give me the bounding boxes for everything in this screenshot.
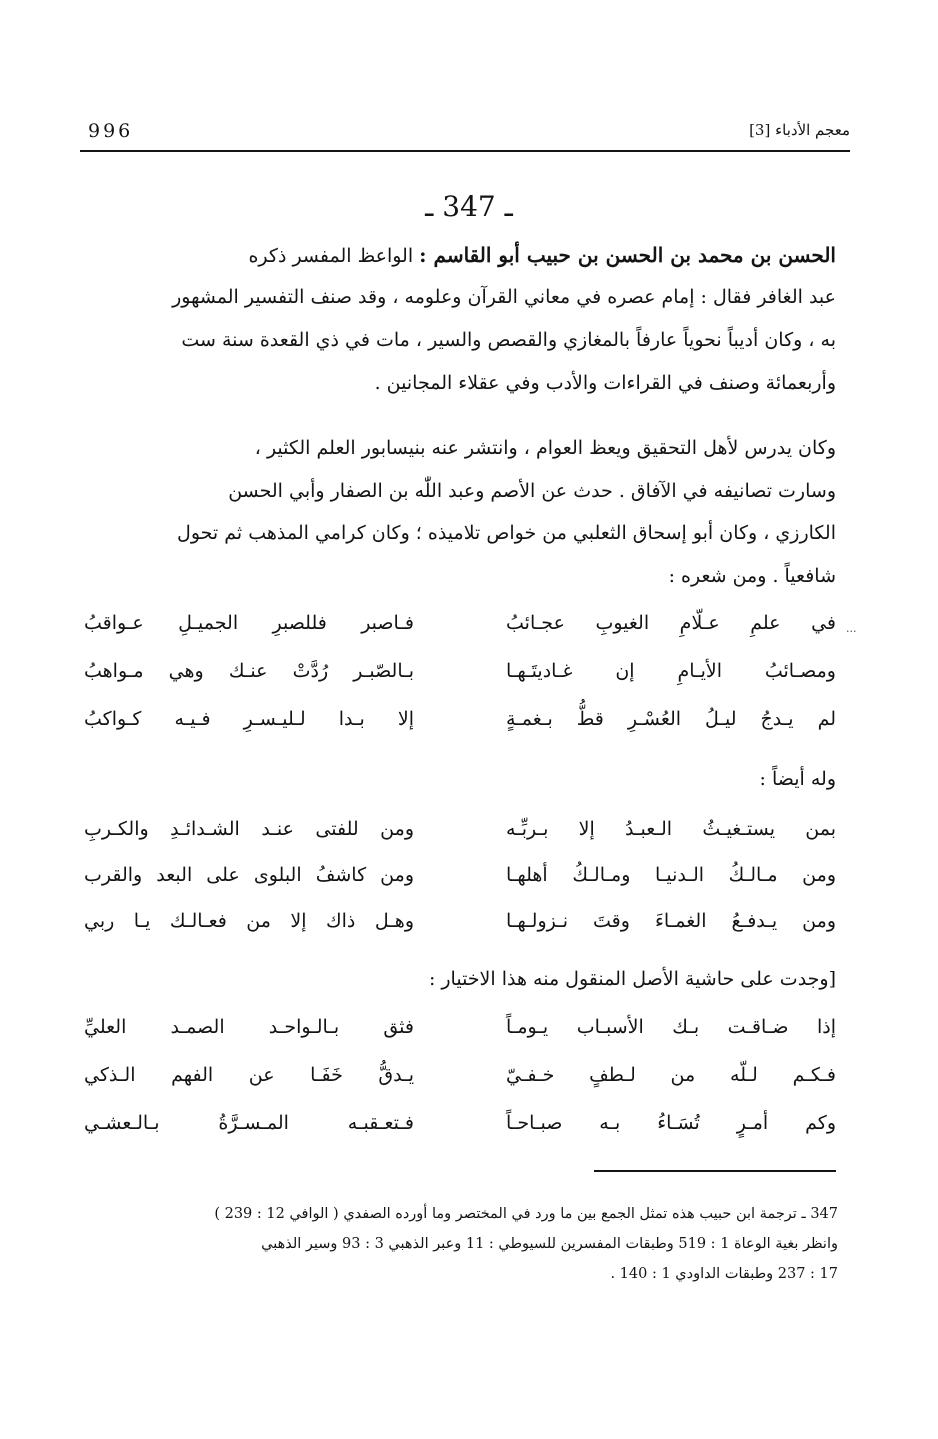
poem2-verse3-first-hemistich: ومن يـدفـعُ الغمـاءَ وقتَ نـزولـهـا (506, 910, 836, 932)
paragraph2-line3: الكارزي ، وكان أبو إسحاق الثعلبي من خواص تلاميذه ؛ وكان كرامي المذهب ثم تحول (177, 522, 836, 544)
poem3-verse3-first-hemistich: وكم أمـرٍ تُسَـاءُ بـه صبـاحـاً (506, 1112, 836, 1134)
paragraph1-line1-rest: الواعظ المفسر ذكره (248, 245, 420, 267)
paragraph2-line2: وسارت تصانيفه في الآفاق . حدث عن الأصم وعبد اللّٰه بن الصفار وأبي الحسن (228, 480, 836, 502)
footnote-line3: 17 : 237 وطبقات الداودي 1 : 140 . (610, 1266, 838, 1282)
paragraph1-line2: عبد الغافر فقال : إمام عصره في معاني القرآن وعلومه ، وقد صنف التفسير المشهور (172, 286, 836, 308)
poem1-verse3-second-hemistich: إلا بـدا لـليـسـرِ فـيـه كـواكبُ (84, 708, 414, 730)
poem3-verse3-second-hemistich: فـتعـقبـه المـسـرَّةُ بـالـعشـي (84, 1112, 414, 1134)
running-title: معجم الأدباء [3] (749, 121, 850, 139)
paragraph1-line1 (84, 243, 836, 267)
poem2-verse2-second-hemistich: ومن كاشفُ البلوى على البعد والقرب (84, 864, 414, 886)
also-label: وله أيضاً : (759, 768, 836, 790)
poem1-verse1-first-hemistich: في علمِ عـلّامِ الغيوبِ عجـائبُ (506, 612, 836, 634)
poem3-verse1-first-hemistich: إذا ضـاقـت بـك الأسبـاب يـومـاً (506, 1016, 836, 1038)
footnote-line1: 347 ـ ترجمة ابن حبيب هذه تمثل الجمع بين ما ورد في المختصر وما أورده الصفدي ( الوافي 12 : 239 ) (214, 1206, 838, 1222)
poem3-verse2-second-hemistich: يـدقُّ خَفَـا عن الفهم الـذكي (84, 1064, 414, 1086)
header-rule (80, 150, 850, 152)
poem1-verse3-first-hemistich: لم يـدجُ ليـلُ العُسْـرِ قطُّ بـغمـةٍ (506, 708, 836, 730)
margin-note-label: [وجدت على حاشية الأصل المنقول منه هذا الاختيار : (428, 968, 836, 990)
poem1-verse1-second-hemistich: فـاصبر فللصبرِ الجميـلِ عـواقبُ (84, 612, 414, 634)
poem2-verse2-first-hemistich: ومن مـالـكُ الـدنيـا ومـالـكُ أهلهـا (506, 864, 836, 886)
poem3-verse2-first-hemistich: فـكـم لـلّه من لـطفٍ خـفـيّ (506, 1064, 836, 1086)
footnote-rule (594, 1170, 836, 1172)
entry-number: ـ 347 ـ (425, 190, 513, 223)
poem1-verse2-first-hemistich: ومصـائبُ الأيـامِ إن غـاديتَـهـا (506, 660, 836, 682)
paragraph1-line3: به ، وكان أديباً نحوياً عارفاً بالمغازي والقصص والسير ، مات في ذي القعدة سنة ست (181, 329, 836, 351)
poem2-verse3-second-hemistich: وهـل ذاك إلا من فعـالـك يـا ربي (84, 910, 414, 932)
footnote-line2: وانظر بغية الوعاة 1 : 519 وطبقات المفسرين للسيوطي : 11 وعبر الذهبي 3 : 93 وسير الذهبي (261, 1236, 838, 1252)
paragraph2-line1: وكان يدرس لأهل التحقيق ويعظ العوام ، وانتشر عنه بنيسابور العلم الكثير ، (254, 437, 836, 459)
page-number: 996 (88, 120, 134, 142)
poem3-verse1-second-hemistich: فثق بـالـواحـد الصمـد العليِّ (84, 1016, 414, 1038)
person-name: الحسن بن محمد بن الحسن بن حبيب أبو القاسم : (419, 243, 836, 267)
poem2-verse1-second-hemistich: ومن للفتى عنـد الشـدائـدِ والكـربِ (84, 818, 414, 840)
poem2-verse1-first-hemistich: بمن يستـغيـثُ الـعبـدُ إلا بـربِّـه (506, 818, 836, 840)
paragraph2-line4: شافعياً . ومن شعره : (668, 565, 836, 587)
margin-mark: ... (846, 622, 857, 635)
poem1-verse2-second-hemistich: بـالصّبـر رُدَّتْ عنـك وهي مـواهبُ (84, 660, 414, 682)
paragraph1-line4: وأربعمائة وصنف في القراءات والأدب وفي عقلاء المجانين . (374, 372, 836, 394)
